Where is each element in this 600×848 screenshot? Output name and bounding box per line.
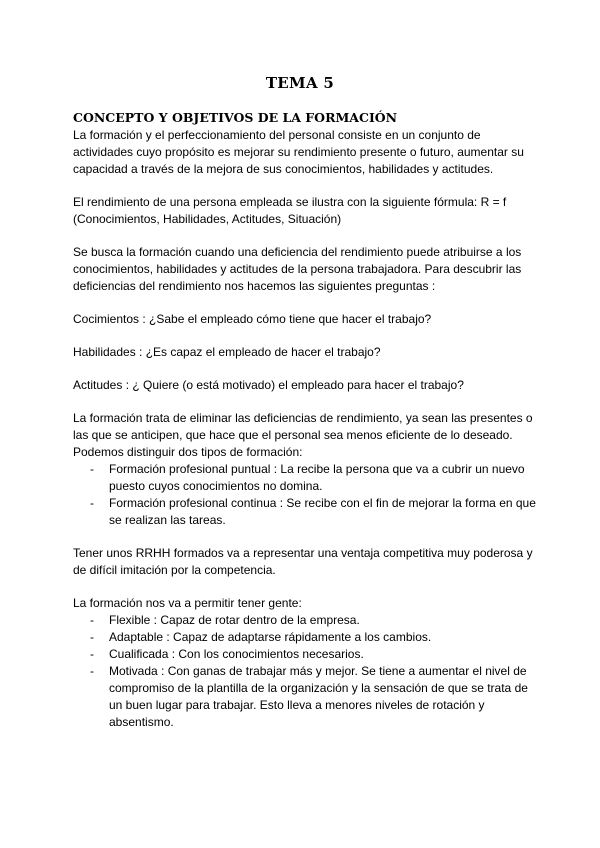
deficiency-paragraph: Se busca la formación cuando una deficiencia del rendimiento puede atribuirse a los conocimientos, habilidades y actitudes de la persona trabajadora. Para descubrir las deficiencias del rendimiento nos hacemos las siguientes preguntas : — [73, 245, 522, 293]
document-body — [73, 108, 543, 731]
people-types-list — [73, 612, 543, 731]
question-conocimientos: Cocimientos : ¿Sabe el empleado cómo tiene que hacer el trabajo? — [73, 312, 432, 326]
dash-bullet: - — [90, 664, 94, 678]
list-item-text: Motivada : Con ganas de trabajar más y mejor. Se tiene a aumentar el nivel de compromiso de la plantilla de la organización y la sensación de que se trata de un buen lugar para trabajar. Esto lleva a menores niveles de rotación y absentismo. — [109, 664, 528, 729]
dash-bullet: - — [90, 496, 94, 510]
dash-bullet: - — [90, 630, 94, 644]
list-item-text: Flexible : Capaz de rotar dentro de la empresa. — [109, 613, 360, 627]
document-title: TEMA 5 — [265, 74, 335, 92]
dash-bullet: - — [90, 647, 94, 661]
training-types-list — [73, 461, 543, 529]
formula-paragraph: El rendimiento de una persona empleada se ilustra con la siguiente fórmula: R = f (Conocimientos, Habilidades, Actitudes, Situación) — [73, 195, 507, 226]
list-item — [73, 612, 543, 629]
question-actitudes: Actitudes : ¿ Quiere (o está motivado) el empleado para hacer el trabajo? — [73, 378, 464, 392]
list-item — [73, 461, 543, 495]
people-intro-paragraph: La formación nos va a permitir tener gente: — [73, 596, 302, 610]
question-habilidades: Habilidades : ¿Es capaz el empleado de hacer el trabajo? — [73, 345, 381, 359]
list-item-text: Cualificada : Con los conocimientos necesarios. — [109, 647, 364, 661]
list-item-text: Adaptable : Capaz de adaptarse rápidamente a los cambios. — [109, 630, 432, 644]
list-item — [73, 663, 543, 731]
dash-bullet: - — [90, 613, 94, 627]
list-item-text: Formación profesional puntual : La recibe la persona que va a cubrir un nuevo puesto cuyos conocimientos no domina. — [109, 462, 525, 493]
list-item-text: Formación profesional continua : Se recibe con el fin de mejorar la forma en que se realizan las tareas. — [109, 496, 536, 527]
advantage-paragraph: Tener unos RRHH formados va a representar una ventaja competitiva muy poderosa y de difícil imitación por la competencia. — [73, 546, 533, 577]
intro-paragraph: La formación y el perfeccionamiento del personal consiste en un conjunto de actividades cuyo propósito es mejorar su rendimiento presente o futuro, aumentar su capacidad a través de la mejora de sus conocimientos, habilidades y actitudes. — [73, 128, 524, 176]
list-item — [73, 629, 543, 646]
section-heading: CONCEPTO Y OBJETIVOS DE LA FORMACIÓN — [73, 110, 398, 125]
elimination-paragraph: La formación trata de eliminar las deficiencias de rendimiento, ya sean las presentes o las que se anticipen, que hace que el personal sea menos eficiente de lo deseado. Podemos distinguir dos tipos de formación: — [73, 411, 533, 459]
dash-bullet: - — [90, 462, 94, 476]
list-item — [73, 646, 543, 663]
list-item — [73, 495, 543, 529]
